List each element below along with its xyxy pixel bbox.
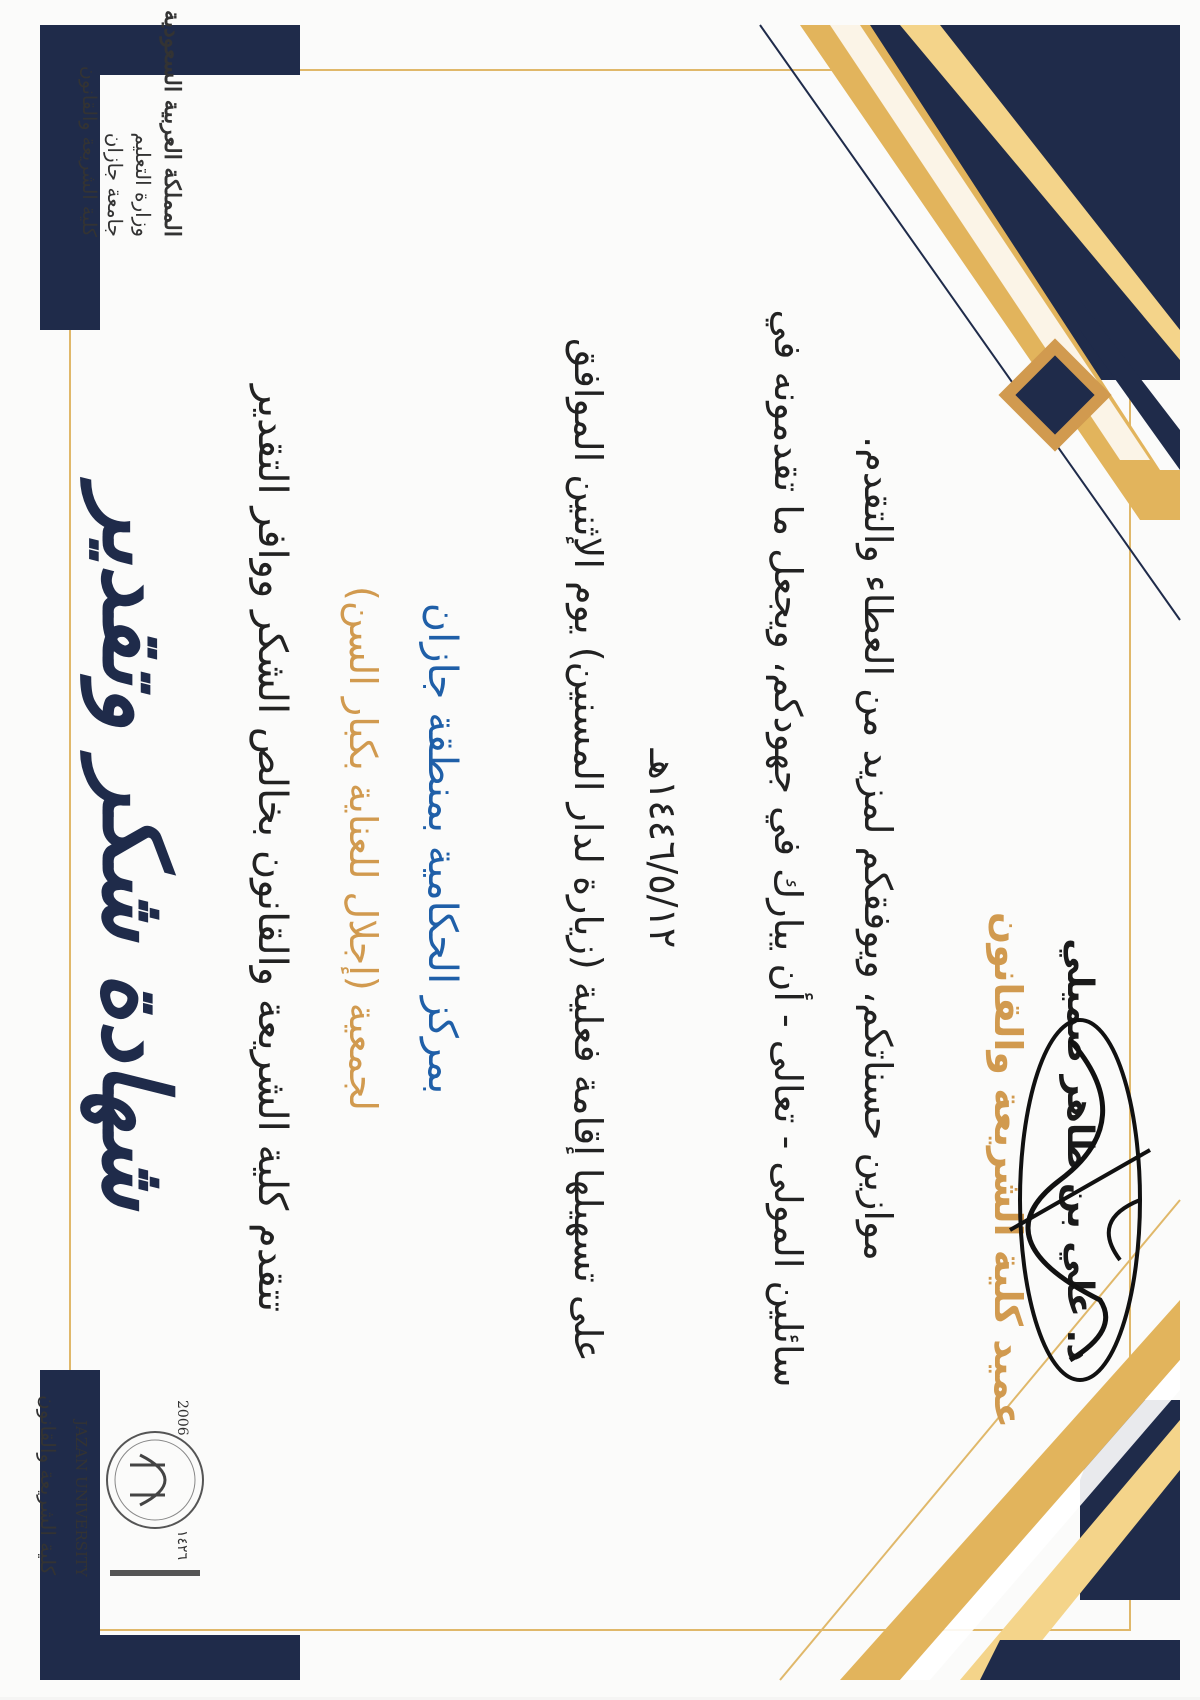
body-line-2: سائلين المولى - تعالى - أن يبارك في جهودكم، ويجعل ما تقدمونه في <box>766 309 810 1388</box>
intro-text: تتقدم كلية الشريعة والقانون بخالص الشكر ووافر التقدير <box>249 384 295 1313</box>
logo-college-ar: كلية الشريعة والقانون <box>36 1395 60 1576</box>
header-kingdom: المملكة العربية السعودية <box>159 9 185 237</box>
header-university: جامعة جازان <box>103 132 127 237</box>
logo-year-hijri: ١٤٢٦ <box>174 1530 190 1561</box>
event-date: ١٤٤٦/٥/١٢هـ <box>641 748 685 949</box>
logo-university-en: JAZAN UNIVERSITY <box>72 1420 90 1577</box>
body-line-3: موازين حسناتكم، ويوفقكم لمزيد من العطاء والتقدم. <box>856 436 900 1261</box>
signatory-title: عميد كلية الشريعة والقانون <box>986 911 1030 1429</box>
body-line-1: على تسهيلها إقامة فعلية (زيارة لدار المسنين) يوم الإثنين الموافق <box>566 338 610 1362</box>
signature-icon <box>980 1000 1180 1400</box>
header-college: كلية الشريعة والقانون <box>78 65 100 237</box>
logo-year-gregorian: 2006 <box>174 1400 190 1436</box>
signatory-name: د. علي بن طاهر صميلي <box>1059 938 1100 1362</box>
center-name: بمركز الحكامية بمنطقة جازان <box>419 602 465 1095</box>
organization-name: لجمعية (إجلال للعناية بكبار السن) <box>341 586 385 1111</box>
certificate-title: شهادة شكر وتقدير <box>82 488 190 1209</box>
header-ministry: وزارة التعليم <box>131 132 155 237</box>
